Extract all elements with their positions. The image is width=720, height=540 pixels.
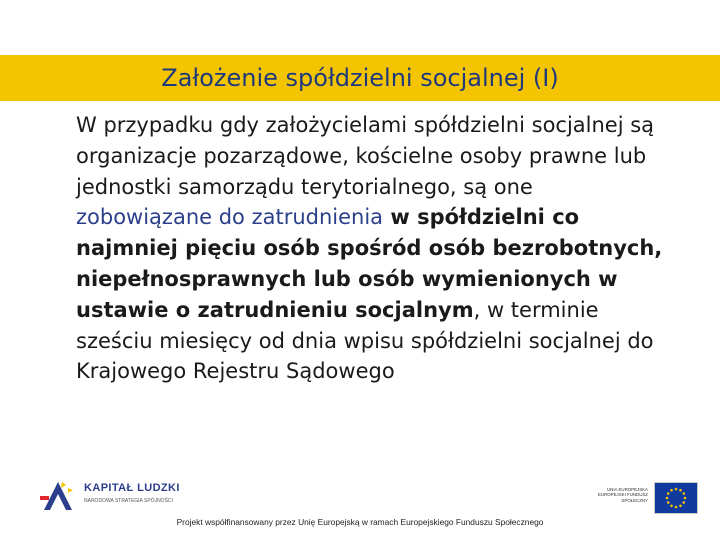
eu-flag-icon bbox=[654, 482, 698, 514]
eu-logo-text: UNIA EUROPEJSKA EUROPEJSKI FUNDUSZ SPOŁECZNY bbox=[597, 487, 648, 503]
slide-title: Założenie spółdzielni socjalnej (I) bbox=[161, 64, 559, 92]
body-text-part-4: , w terminie sześciu miesięcy od dnia wpisu spółdzielni socjalnej do Krajowego Rejestru Sądowego bbox=[76, 297, 654, 384]
body-text-part-1: W przypadku gdy założycielami spółdzielni socjalnej są organizacje pozarządowe, kościelne osoby prawne lub jednostki samorządu terytorialnego, są one bbox=[76, 113, 655, 199]
kapital-ludzki-mark-icon bbox=[38, 476, 78, 516]
eu-stars-icon bbox=[655, 483, 697, 513]
cofinancing-note: Projekt współfinansowany przez Unię Europejską w ramach Europejskiego Funduszu Społecznego bbox=[176, 517, 544, 527]
kapital-ludzki-logo bbox=[38, 476, 198, 516]
body-text-bold: w spółdzielni co najmniej pięciu osób spośród osób bezrobotnych, niepełnosprawnych lub osób wymienionych w ustawie o zatrudnieniu socjalnym bbox=[76, 205, 663, 322]
title-bar bbox=[0, 55, 720, 101]
kapital-ludzki-name: KAPITAŁ LUDZKI bbox=[84, 482, 180, 494]
kapital-ludzki-subtitle: NARODOWA STRATEGIA SPÓJNOŚCI bbox=[84, 498, 173, 504]
footer bbox=[0, 468, 720, 540]
slide-body bbox=[76, 110, 666, 387]
body-text-highlight: zobowiązane do zatrudnienia bbox=[76, 205, 384, 230]
